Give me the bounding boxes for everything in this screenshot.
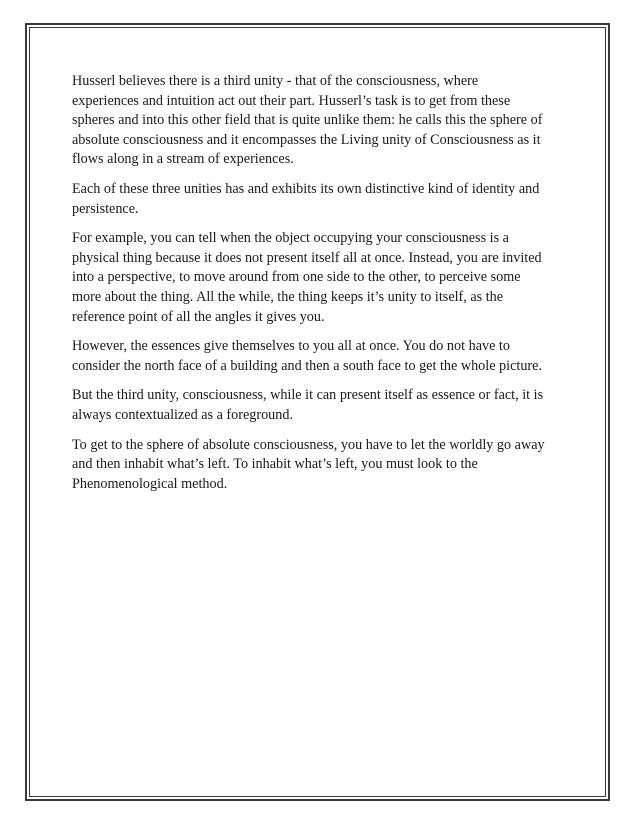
text-line: into a perspective, to move around from one side to the other, to perceive some <box>72 269 521 286</box>
paragraph-three-unities <box>72 180 568 219</box>
text-line: But the third unity, consciousness, while it can present itself as essence or fact, it is <box>72 387 544 404</box>
text-line: and then inhabit what’s left. To inhabit what’s left, you must look to the <box>72 456 478 473</box>
text-line: Phenomenological method. <box>72 475 228 492</box>
paragraph-consciousness <box>72 386 568 425</box>
text-line: However, the essences give themselves to you all at once. You do not have to <box>72 338 510 355</box>
text-line: absolute consciousness and it encompasses the Living unity of Consciousness as it <box>72 131 541 148</box>
text-line: reference point of all the angles it gives you. <box>72 308 325 325</box>
text-line: flows along in a stream of experiences. <box>72 151 294 168</box>
paragraph-physical-thing <box>72 229 568 327</box>
text-line: To get to the sphere of absolute consciousness, you have to let the worldly go away <box>72 436 545 453</box>
text-line: consider the north face of a building and then a south face to get the whole picture. <box>72 357 542 374</box>
text-line: experiences and intuition act out their part. Husserl’s task is to get from these <box>72 92 511 109</box>
text-line: Husserl believes there is a third unity - that of the consciousness, where <box>72 73 479 89</box>
text-line: persistence. <box>72 200 139 217</box>
text-line: Each of these three unities has and exhibits its own distinctive kind of identity and <box>72 180 540 197</box>
text-line: spheres and into this other field that is quite unlike them: he calls this the sphere of <box>72 112 543 129</box>
text-line: physical thing because it does not present itself all at once. Instead, you are invited <box>72 249 542 266</box>
paragraph-third-unity <box>72 72 568 170</box>
paragraph-absolute-consciousness <box>72 436 568 495</box>
body-text <box>72 72 568 504</box>
text-line: For example, you can tell when the object occupying your consciousness is a <box>72 230 509 247</box>
text-line: always contextualized as a foreground. <box>72 406 294 423</box>
paragraph-essences <box>72 337 568 376</box>
text-line: more about the thing. All the while, the thing keeps it’s unity to itself, as the <box>72 288 504 305</box>
